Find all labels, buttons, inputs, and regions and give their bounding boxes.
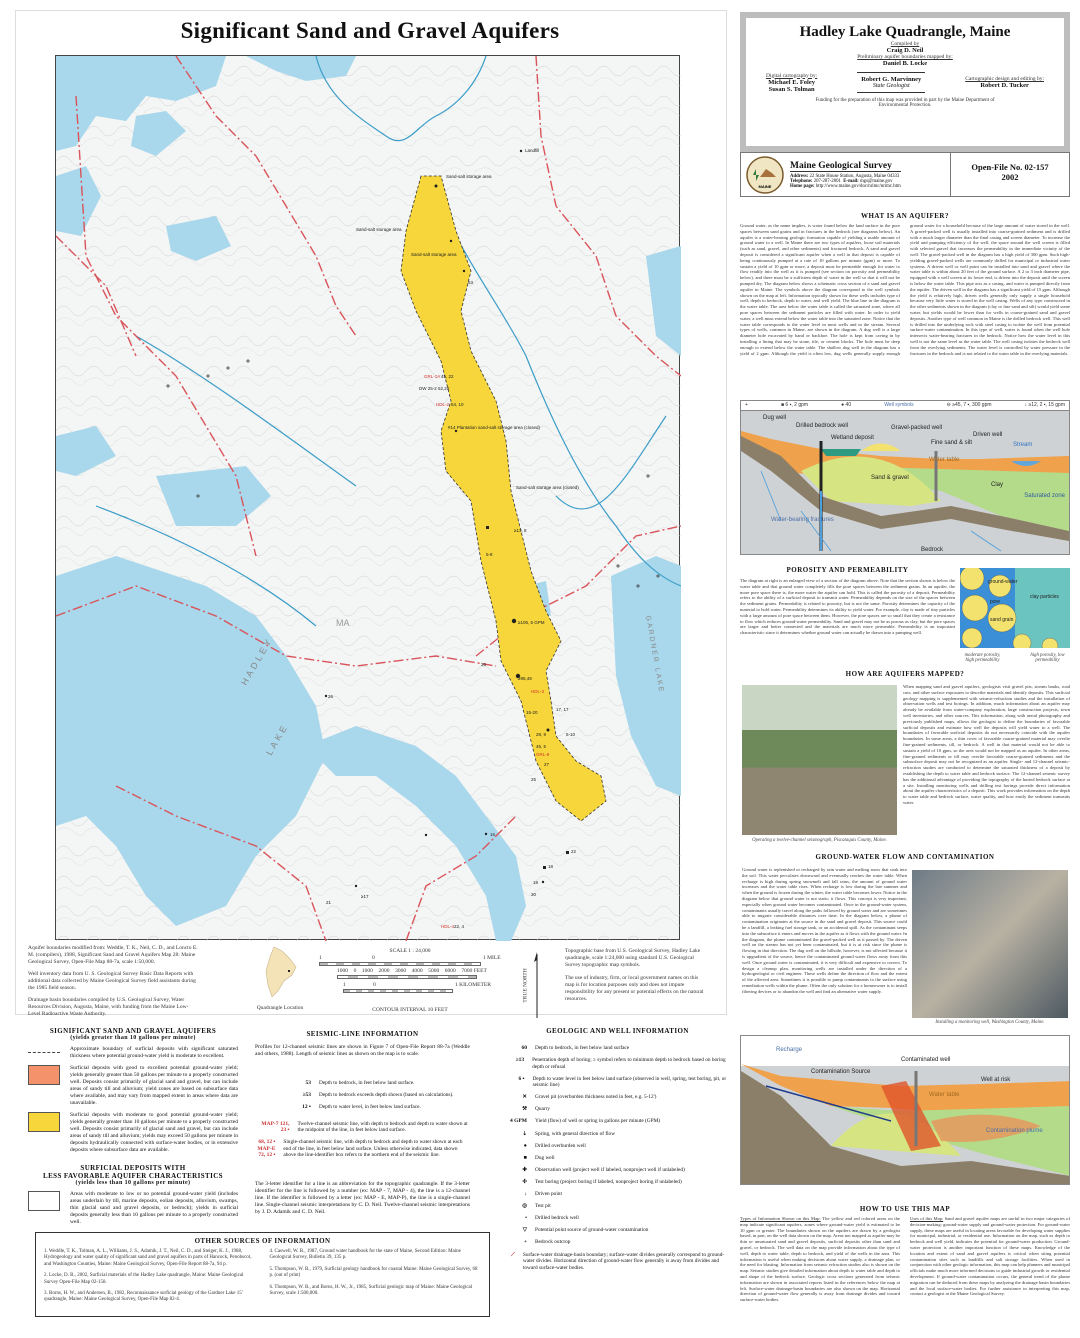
legend-symbol: ◎ bbox=[522, 1203, 527, 1210]
seal-text: MAINE bbox=[758, 183, 772, 189]
credit-name: Craig D. Neil bbox=[886, 47, 924, 54]
legend-text: Gravel pit (overburden thickness noted in feet, e.g. 5-12') bbox=[535, 1094, 657, 1101]
monitoring-well-photo bbox=[912, 870, 1068, 1018]
legend-item-good bbox=[28, 1065, 238, 1107]
place-label: GARDNER LAKE bbox=[644, 615, 665, 695]
map-label: 22, 4 bbox=[454, 924, 465, 929]
map-label: 22 bbox=[571, 849, 577, 854]
symbol: ⊖ ≥45, 7 ▪, 300 gpm bbox=[946, 402, 992, 408]
scale-bar bbox=[315, 948, 505, 1014]
topographic-notes bbox=[565, 948, 705, 1003]
contamination-diagram bbox=[740, 1035, 1070, 1185]
photo-caption: Operating a twelve-channel seismograph, Piscataquis County, Maine. bbox=[752, 838, 887, 843]
well-label: DW 25-2 52,20 bbox=[419, 386, 450, 391]
geologic-well-legend bbox=[505, 1027, 730, 1277]
map-label: Landfill bbox=[525, 148, 540, 153]
legend-symbol: ⚒ bbox=[522, 1106, 527, 1113]
reference: 6. Thompson, W. B., and Borns, H. W., Jr., 1985, Surficial geologic map of Maine: Maine Geological Survey, scale 1:500,000. bbox=[269, 1284, 473, 1297]
map-label: 17, 17 bbox=[556, 707, 569, 712]
true-north-label: TRUE NORTH bbox=[522, 968, 529, 1003]
seismic-symbol: 53 bbox=[305, 1080, 311, 1086]
legend-symbol: • bbox=[525, 1215, 527, 1222]
scale-tick: 0 bbox=[353, 968, 357, 974]
legend-text: Quarry bbox=[535, 1106, 551, 1113]
geologic-legend-item bbox=[505, 1167, 730, 1174]
legend-text: Spring, with general direction of flow bbox=[535, 1130, 616, 1137]
well-label: 54, 10 bbox=[451, 402, 464, 407]
legend-text: Driven point bbox=[535, 1191, 562, 1198]
geologic-legend-item bbox=[505, 1094, 730, 1101]
topo-base-note: Topographic base from U.S. Geological Survey, Hadley Lake quadrangle, scale 1:24,000 using standard U.S. Geological Survey topographic map symbols. bbox=[565, 948, 701, 968]
orange-swatch bbox=[28, 1065, 60, 1085]
open-file-number: Open-File No. 02-157 bbox=[971, 162, 1049, 172]
agency-name: Maine Geological Survey bbox=[790, 161, 901, 172]
sources-title: OTHER SOURCES OF INFORMATION bbox=[194, 1237, 331, 1245]
map-canvas bbox=[56, 56, 681, 941]
howto-right bbox=[910, 1216, 1070, 1297]
flow-text: Ground water is replenished or recharged by rain water and melting snow that soak into the soil. This water percolates downward and eventually reaches the water table. When recharge is high during spring snowmelt and fall rains, the amount of ground water increases and the water table rises. When recharge is low during the late summer and when the ground is frozen during the winter, the water table becomes lower. Notice in the diagram below that ground water is not static; it flows. This concept is very important, especially when ground water becomes contaminated. Once in the ground-water system, contaminants usually travel along the paths followed by ground water and are sometimes able to migrate considerable distances over time. In the diagram below, a plume of contamination originates at the source in the sand and gravel deposit. This source could be a landfill, a leaking fuel storage tank, or an accidental spill. As the contaminant seeps into the subsurface it enters and moves in the aquifer as it flows with the ground water. In the diagram, the plume contaminated the gravel-packed well as it passed by. The driven well on the stream has not yet been contaminated, but it is at risk since the plume is flowing in that direction. The dug well on the hillside, however, is not affected because it is upgradient of the source, hence the contaminated ground water flows away from this well. Once ground water is contaminated, it is very difficult and expensive to correct. To design a cleanup plan, monitoring wells are installed under the direction of a hydrogeologist or civil engineer. These wells define the direction of flow and the extent of the affected area. Sometimes it is possible to pump contaminants to the surface using remediation wells within the plume. Often the only solution for a homeowner is to install filtering devices or to abandon the well and find an alternative water supply. bbox=[742, 867, 907, 994]
legend-item-boundary bbox=[28, 1046, 238, 1060]
white-swatch bbox=[28, 1191, 60, 1211]
map-label: 18 bbox=[548, 864, 554, 869]
reference: 2. Locke, D. B., 2002, Surficial materials of the Hadley Lake quadrangle, Maine: Maine Geological Survey Open-File Map 02-158. bbox=[44, 1273, 244, 1285]
geologic-legend-item bbox=[505, 1155, 730, 1162]
section-title-mapped: HOW ARE AQUIFERS MAPPED? bbox=[845, 670, 965, 678]
geologic-legend-item bbox=[505, 1131, 730, 1138]
legend-title: SIGNIFICANT SAND AND GRAVEL AQUIFERS bbox=[49, 1027, 217, 1035]
scale-tick: 1 bbox=[319, 955, 322, 961]
map-label: 25 bbox=[531, 777, 537, 782]
mapped-text: When mapping sand and gravel aquifers, geologists visit gravel pits, stream banks, road cuts, and other surface exposures to describe materials and identify deposits. This surficial geology mapping is supplemented with seismic-refraction studies and the installation of observation wells and test borings. In addition, much information about an aquifer may already be available from water-company exploration, large construction projects, town well inventories, and other sources. This information, along with aerial photography and previously published maps, allows the geologist to define the boundaries of favorable surficial deposits and estimate how well the deposits will yield water to a well. The boundaries of favorable surficial deposits do not necessarily coincide with the aquifer boundaries. In some areas, a thin cover of favorable coarse-grained material may overlie fine-grained sediments, till, or bedrock. A well in that material would not be able to sustain a yield of 10 gpm, so the area would not be mapped as an aquifer. In other areas, fine-grained sediments or till may overlie favorable coarse-grained sediments and the subsurface deposit may not be recognized as an aquifer. Single- and 12-channel seismic-refraction studies are conducted to determine the saturated thickness of a deposit by establishing the depth to water table and bedrock surface. The 12-channel seismic survey has the additional advantage of providing the topography of the buried bedrock surface at a site. Installing monitoring wells and drilling test borings provide direct information about the aquifer characteristics of a deposit. This work provides information on the depth to water table and bedrock surface, water quality, and how easily the sediment transmits water. bbox=[903, 684, 1070, 805]
seismic-item bbox=[255, 1080, 470, 1087]
map-label: 16 bbox=[490, 832, 496, 837]
north-arrow bbox=[523, 950, 543, 1020]
map-label: 28, 9 bbox=[536, 732, 547, 737]
map-label: 30 bbox=[531, 892, 537, 897]
diagram-label: Sand & gravel bbox=[871, 475, 909, 481]
aquifer-legend bbox=[28, 1027, 238, 1226]
legend-text: Observation well (project well if labeled, nonproject well if unlabeled) bbox=[535, 1166, 685, 1173]
diagram-label: Contamination Source bbox=[811, 1069, 871, 1075]
credit-name: Susan S. Tolman bbox=[768, 85, 815, 93]
map-label: 15-20 bbox=[526, 710, 538, 715]
legend-text: Drilled overburden well bbox=[535, 1142, 586, 1149]
caption-right: high porosity, low permeability bbox=[1030, 653, 1065, 663]
contour-interval: CONTOUR INTERVAL 10 FEET bbox=[372, 1007, 448, 1013]
credit-label: Digital cartography by: bbox=[765, 72, 818, 79]
address-label: Address: bbox=[790, 173, 809, 179]
address: 22 State House Station, Augusta, Maine 04333 bbox=[809, 173, 900, 179]
seismic-symbol: ≥53 bbox=[302, 1092, 311, 1099]
legend-text: Approximate boundary of surficial deposits with significant saturated thickness where potential ground-water yield is moderate to excellent. bbox=[70, 1046, 238, 1059]
homepage-label: Home page: bbox=[790, 183, 815, 189]
diagram-label: Recharge bbox=[776, 1047, 803, 1053]
legend-text: Test pit bbox=[535, 1203, 551, 1210]
map-label: Sand-salt storage area (closed) bbox=[516, 485, 579, 490]
scale-title: SCALE 1 : 24,000 bbox=[389, 948, 431, 954]
map-label: ≥105, 5 GPM bbox=[518, 620, 545, 625]
maine-outline-icon bbox=[260, 945, 300, 1000]
place-label: MA bbox=[336, 618, 350, 628]
legend-symbol: ● bbox=[523, 1142, 527, 1149]
section-title-aquifer: WHAT IS AN AQUIFER? bbox=[860, 212, 949, 220]
agency-block bbox=[740, 152, 1070, 197]
geologic-legend-item bbox=[505, 1045, 730, 1052]
diagram-label: Water table bbox=[929, 1092, 960, 1098]
credit-label: Compiled by bbox=[890, 41, 920, 47]
reference: 3. Borns, H. W., and Andersen, B., 1982, Reconnaissance surficial geology of the Gardner Lake 15' quadrangle, Maine: Maine Geological Survey, Open-File Map 82-4. bbox=[44, 1291, 243, 1303]
quadrangle-location bbox=[240, 945, 320, 1012]
symbol: ■ 6 ▪, 2 gpm bbox=[781, 402, 809, 408]
section-title-howto: HOW TO USE THIS MAP bbox=[859, 1205, 951, 1213]
diagram-label: Gravel-packed well bbox=[891, 425, 943, 431]
seismic-text: Depth to bedrock exceeds depth shown (based on calculations). bbox=[319, 1092, 454, 1099]
legend-symbol: 60 bbox=[521, 1045, 527, 1051]
diagram-label: Contaminated well bbox=[901, 1057, 951, 1063]
legend-text: Penetration depth of boring; ≥ symbol refers to minimum depth to bedrock based on boring depth or refusal bbox=[532, 1057, 726, 1070]
scale-tick: 6000 bbox=[444, 968, 456, 974]
diagram-label: Bedrock bbox=[921, 547, 944, 553]
maine-conservation-seal-icon bbox=[744, 155, 786, 195]
map-label: #14 Plantation sand-salt storage area (closed) bbox=[448, 425, 541, 430]
map-label: 18 bbox=[533, 880, 539, 885]
legend-title: LESS FAVORABLE AQUIFER CHARACTERISTICS bbox=[43, 1172, 223, 1180]
legend-symbol: ✚ bbox=[522, 1166, 527, 1173]
seismic-line-label[interactable]: GRL-1A bbox=[424, 374, 441, 379]
cross-section-svg bbox=[741, 411, 1069, 554]
place-label: LAKE bbox=[264, 721, 291, 757]
diagram-label: Clay bbox=[991, 482, 1004, 488]
howto-left-heading: Types of Information Shown on this Map: bbox=[740, 1216, 821, 1221]
symbol: Well symbols bbox=[884, 402, 914, 408]
credit-name: Robert D. Tucker bbox=[980, 82, 1029, 89]
credit-label: Preliminary aquifer boundaries mapped by: bbox=[857, 54, 953, 60]
map-label: ≥13, 8 bbox=[514, 528, 527, 533]
porosity-section bbox=[740, 566, 955, 636]
scale-unit: 1 MILE bbox=[483, 955, 501, 961]
geologic-title: GEOLOGIC AND WELL INFORMATION bbox=[546, 1027, 689, 1035]
legend-text: Depth to water level in feet below land surface (observed in well, spring, test boring, pit, or seismic line) bbox=[532, 1075, 727, 1089]
email-link[interactable]: mgs@maine.gov bbox=[859, 178, 893, 184]
aquifer-map[interactable] bbox=[55, 55, 680, 940]
diagram-label: Dug well bbox=[763, 415, 787, 421]
legend-subtitle: (yields greater than 10 gallons per minute) bbox=[70, 1035, 196, 1041]
porosity-text: The diagram at right is an enlarged view of a section of the diagram above. Note that the section shown is below the water table and that ground water completely fills the pore spaces between the sediment grains. In an aquifer, the more pore space there is, the more water the aquifer can hold. This is called the porosity of a deposit. Permeability refers to the ability of a surficial deposit to transmit water. Permeability depends on the size of the spaces between the sediment grains. Permeability is related to porosity, but is not the same. Porosity determines the capacity of the material to hold water. Permeability determines its ability to yield water. For example, clay is made of tiny particles with a large amount of pore space between them. However, the pore spaces are so small that they create a resistance to flow which reduces ground-water permeability. Sand and gravel may not be as porous as clay, but the pore spaces are larger and better connected and the materials are much more permeable. Permeability is an important characteristic since it determines whether ground water can actually be drawn into a pumping well. bbox=[740, 578, 955, 636]
legend-symbol: 6 ▪ bbox=[518, 1075, 525, 1082]
seismic-text: Twelve-channel seismic line, with depth to bedrock and depth to water shown at the midpoint of the line, in feet below land surface. bbox=[297, 1120, 468, 1134]
diagram-label: pore bbox=[990, 599, 1001, 605]
seismic-line-label[interactable]: HDL-3 bbox=[531, 689, 545, 694]
map-label: 5-8 bbox=[486, 552, 493, 557]
legend-symbol: ≥13 bbox=[515, 1057, 525, 1064]
scale-tick: 2000 bbox=[378, 968, 390, 974]
scale-tick: 0 bbox=[373, 982, 376, 988]
aquifer-text: Ground water, as the name implies, is water found below the land surface in the pore spaces between sand grains and in fractures in the bedrock (see diagrams below). An aquifer is a water-bearing geologic formation capable of yielding a usable amount of ground water to a well. In Maine there are two types of aquifers, loose soil materials (such as sand, gravel, and other sediments) and fractured bedrock. A sand and gravel deposit is considered a significant aquifer when a well in that deposit is capable of being continuously pumped at a rate of 10 gallons per minute (gpm) or more. To sustain a yield of 10 gpm or more, a deposit must be permeable enough for water to flow readily into the well as it is pumped (see section on porosity and permeability below), and there must be a sufficient depth of water in the well so that it will not be pumped dry. The diagram below shows a schematic cross section of a sand and gravel aquifer in Maine. The symbols above the diagram correspond to the well symbols shown on the map at left. Information typically shown for these wells includes type of well, depth to bedrock, depth to water, and well yield. The blue line in the diagram is the water table. The area below the water table is called the saturated zone, where all pore spaces between the sediment particles are filled with water. In order to yield water, a well must extend below the water table into the saturated zone. Notice that the water table corresponds to the water level in most wells and in the stream. Several types of wells, common in Maine, are shown in the diagram. A dug well is a large diameter hole excavated by hand or backhoe. The hole is kept from caving in by installing a lining that may be stone, tile, or cement blocks. The hole must be deep enough to extend below the water table. The shallow dug well in the diagram has a yield of 2 gpm. Although the yield is often low, dug wells generally supply enough ground water for a household because of the large amount of water stored in the well. A gravel-packed well is usually installed into coarse-grained sediment and is drilled with a much larger diameter than the final casing and screen diameter. To increase the yield and pumping efficiency of the well, the space around the well screen is filled with selected gravel that increases the permeability in the immediate vicinity of the well. The gravel-packed well in the diagram has a high yield of 300 gpm. Such high-yielding gravel-packed wells are commonly drilled for municipal or industrial water systems. A driven well or well point can be installed into sand and gravel where the water table is within about 20 feet of the ground surface. A 2 to 3 inch diameter pipe, equipped with a well screen at its lower end, is driven into the deposit until the screen is below the water table. This pipe acts as a casing, and water is pumped directly from the aquifer. The driven well in the diagram has a significant yield of 15 gpm. Although the yield is relatively high, driven wells generally only supply a single household because very little water is stored in the well casing. Wells of any type constructed in the other sediments shown in the diagram (clay or fine sand and silt) would yield some water, but yields would be lower than for wells in coarse-grained sand and gravel deposits. Another type of well common in Maine is the drilled bedrock well. This well is drilled into the underlying rock with steel casing to isolate the well from potential surface-water contamination. In this type of well, water is found when the well hole intersects water-bearing fractures in the bedrock. Notice how the water level in this well is not the same level as the water table. The well casing isolates the bedrock well from the overlying sediments. The water level is controlled by water pressure in the fractures in the bedrock and is not related to the water table in the overlying materials. bbox=[740, 223, 1070, 356]
contamination-svg bbox=[741, 1036, 1070, 1185]
diagram-label: sand grain bbox=[990, 617, 1014, 623]
place-label: HADLEY bbox=[239, 635, 275, 687]
diagram-label: clay particles bbox=[1030, 594, 1059, 600]
phone-label: Telephone: bbox=[790, 178, 813, 184]
location-caption: Quadrangle Location bbox=[256, 1005, 304, 1011]
seismic-outro: The 3-letter identifier for a line is an abbreviation for the topographic quadrangle. If the 3-letter identifier for the line is followed by a number (ex: MAP - 7, MAP - 4), the line is a 12-channel line. If the identifier is followed by a letter (ex: MAP - E, MAP-P), the line is a single-channel line. Single-channel seismic interpretations by C. D. Neil. Twelve-channel seismic interpretations by J. D. Adamik and C. D. Neil. bbox=[255, 1180, 470, 1215]
geologic-legend-item bbox=[505, 1179, 730, 1186]
legend-title: SURFICIAL DEPOSITS WITH bbox=[80, 1164, 186, 1172]
legend-symbol: 4 GPM bbox=[510, 1118, 527, 1125]
seismic-line-label[interactable]: GRL-8 bbox=[536, 752, 550, 757]
seismic-legend bbox=[255, 1030, 470, 1216]
map-label: 26 bbox=[328, 694, 334, 699]
legend-text: Potential point source of ground-water contamination bbox=[535, 1227, 649, 1234]
legend-text: Surficial deposits with moderate to good potential ground-water yield; yields generally greater than 10 gallons per minute to a properly constructed well. Deposits consist primarily of glacial sand and gravel, but can include areas of sandy till and alluvium; yields may exceed 50 gallons per minute in deposits hydraulically connected with surface-water bodies, or in extensive deposits where subsurface data are available. bbox=[70, 1112, 238, 1153]
map-source-notes bbox=[28, 945, 198, 1023]
legend-symbol: ⟋ bbox=[511, 1251, 515, 1258]
scale-tick: 1000 bbox=[337, 968, 348, 974]
publication-year: 2002 bbox=[1001, 172, 1019, 182]
diagram-label: Stream bbox=[1013, 442, 1033, 448]
scale-unit: 1 KILOMETER bbox=[455, 982, 491, 988]
map-label: ≥95,49 bbox=[518, 676, 532, 681]
well-symbols-row bbox=[741, 401, 1069, 411]
howto-right-text: Sand and gravel aquifer maps are useful in two major categories of decision-making: ground-water supply and ground-water protection. For ground-water supply, these maps are useful in locating areas favorable for developing water supplies for municipal, industrial, or residential use. Information on the map, such as depth to bedrock and well yield, indicates the potential for ground-water production. Ground-water protection is another important function of these maps. Knowledge of the location and extent of sand and gravel aquifers is critical when siting potential contamination sites such as landfills and salt storage facilities. When used in conjunction with other geologic information, this map can help planners and municipal officials make much more informed decisions to guide industrial growth or residential development. If ground-water contamination occurs, the general trend of the plume migration can be deduced from these maps by analyzing the drainage basin boundaries and the local surface-water bodies. For further assistance in interpreting this map, contact a geologist at the Maine Geological Survey. bbox=[910, 1216, 1071, 1297]
map-label: 21 bbox=[326, 900, 332, 905]
legend-symbol: + bbox=[523, 1239, 527, 1246]
map-label: ≥17 bbox=[361, 894, 369, 899]
diagram-label: Water table bbox=[929, 457, 960, 463]
geologic-legend-item bbox=[505, 1191, 730, 1198]
diagram-label: ground-water bbox=[988, 579, 1018, 585]
map-label: 5-10 bbox=[566, 732, 576, 737]
howto-left bbox=[740, 1216, 900, 1303]
legend-text: Drilled bedrock well bbox=[535, 1215, 579, 1222]
diagram-label: Fine sand & silt bbox=[931, 440, 973, 446]
seismic-symbol: 68, 12 ▪ MAP-E 72, 12 ▪ bbox=[257, 1139, 276, 1159]
map-title: Significant Sand and Gravel Aquifers bbox=[180, 18, 560, 43]
howto-right-heading: Uses of this Map: bbox=[910, 1216, 944, 1221]
legend-subtitle: (yields less than 10 gallons per minute) bbox=[75, 1180, 191, 1186]
reference: 5. Thompson, W. B., 1979, Surficial geology handbook for coastal Maine: Maine Geological Survey, 68 p. (out of print) bbox=[269, 1266, 478, 1279]
quadrangle-title: Hadley Lake Quadrangle, Maine bbox=[799, 24, 1011, 40]
legend-symbol: ■ bbox=[523, 1154, 527, 1161]
legend-text: Areas with moderate to low or no potential ground-water yield (includes areas underlain by till, marine deposits, eolian deposits, alluvium, swamps, thin glacial sand and gravel deposits, or bedrock); yields in surficial deposits generally less than 10 gallons per minute to a properly constructed well. bbox=[70, 1191, 238, 1225]
symbol: ● 40 bbox=[841, 402, 852, 408]
credit-title: State Geologist bbox=[872, 83, 910, 89]
seismic-item bbox=[255, 1104, 470, 1111]
phone: 207-287-2801 bbox=[813, 178, 841, 184]
seismic-text: Depth to water level, in feet below land surface. bbox=[319, 1104, 421, 1111]
map-label: Sand-salt storage area bbox=[356, 227, 402, 232]
diagram-label: Driven well bbox=[973, 432, 1003, 438]
section-title-porosity: POROSITY AND PERMEABILITY bbox=[786, 566, 909, 574]
disclaimer-note: The use of industry, firm, or local government names on this map is for location purposes only and does not impute responsibility for any present or potential effects on the natural resources. bbox=[565, 975, 704, 1002]
note-aquifer-boundaries: Aquifer boundaries modified from: Weddle, T. K., Neil, C. D., and Loncto E. M. (compilers), 1988, Significant Sand and Gravel Aquifers Map 28: Maine Geological Survey, Open-File Map 88-7a, scale 1:50,000. bbox=[28, 945, 198, 965]
legend-text: Depth to bedrock, in feet below land surface bbox=[535, 1045, 630, 1051]
map-label: Sand-salt storage area bbox=[411, 252, 457, 257]
geologic-legend-item bbox=[505, 1215, 730, 1222]
scale-tick: 5000 bbox=[428, 968, 440, 974]
dashed-boundary-swatch bbox=[28, 1052, 60, 1060]
legend-symbol: ✕ bbox=[522, 1094, 527, 1101]
geologic-legend-item bbox=[505, 1143, 730, 1150]
legend-item-less bbox=[28, 1191, 238, 1226]
diagram-label: Water-bearing fractures bbox=[771, 517, 834, 523]
seismic-line-label[interactable]: HDL-2 bbox=[436, 402, 450, 407]
map-label: 27 bbox=[544, 762, 550, 767]
seismic-item bbox=[255, 1121, 470, 1134]
map-label: 53 bbox=[468, 280, 474, 285]
diagram-label: Drilled bedrock well bbox=[796, 423, 849, 429]
map-label: 45, 5 bbox=[536, 744, 547, 749]
legend-symbol: ↓ bbox=[524, 1191, 527, 1198]
geologic-legend-item bbox=[505, 1239, 730, 1246]
geologic-legend-item bbox=[505, 1227, 730, 1234]
credit-label: Cartographic design and editing by: bbox=[965, 76, 1045, 82]
symbol: ↓ ≥12, 2 ▪, 15 gpm bbox=[1024, 402, 1065, 408]
seismic-text: Single-channel seismic line, with depth to bedrock and depth to water shown at each end of the line, in feet below land surface. Unless otherwise indicated, data shown above the line-identifier box refers to the northern end of the seismic line. bbox=[283, 1139, 463, 1159]
map-label: 26 bbox=[481, 662, 487, 667]
reference: 4. Caswell, W. B., 1987, Ground water handbook for the state of Maine, Second Edition: Maine Geological Survey, Bulletin 39, 135 p. bbox=[269, 1249, 461, 1261]
diagram-label: Contamination plume bbox=[986, 1128, 1043, 1134]
map-label: Sand-salt storage area bbox=[446, 174, 492, 179]
seismic-symbol: MAP-7 121, 23 ▪ bbox=[261, 1120, 290, 1134]
geologic-legend-item bbox=[505, 1252, 730, 1272]
note-well-inventory: Well inventory data from U. S. Geological Survey Basic Data Reports with additional data collected by Maine Geological Survey field assistants during the 1985 field season. bbox=[28, 971, 196, 991]
legend-text: Dug well bbox=[535, 1154, 555, 1161]
diagram-label: Wetland deposit bbox=[831, 435, 874, 441]
legend-text: Surface-water drainage-basin boundary; surface-water divides generally correspond to ground-water divides. Horizontal direction of ground-water flow generally is away from divides and toward surface-water bodies. bbox=[522, 1251, 725, 1271]
seismic-item bbox=[255, 1092, 470, 1099]
diagram-label-saturated-zone: Saturated zone bbox=[1024, 493, 1065, 499]
legend-symbol: ▽ bbox=[522, 1227, 527, 1234]
scale-tick: 1 bbox=[343, 982, 346, 988]
caption-left: moderate porosity, high permeability bbox=[964, 653, 1001, 663]
geologic-legend-item bbox=[505, 1203, 730, 1210]
grain-diagram-svg bbox=[960, 568, 1070, 648]
howto-left-text: The yellow and red colored areas on the map indicate significant aquifers, zones where ground-water yield is estimated to be 10 gpm or greater. The boundaries shown on the aquifers are drawn by a geologist based, in part, on the well data shown on the map. Areas not mapped as aquifer may be thin or unsaturated sand and gravel deposits, surficial deposits other than sand and gravel, or bedrock. The well data on the map provide information about the type of well, depth to water table, depth to bedrock, and yield of the wells in the area. This information is useful when making decisions about water supply, a drainage plan, or the need for blasting. Information from seismic refraction studies also is shown on the map. Seismic studies give detailed information about depth to water table and depth to and shape of the bedrock surface. Geologic cross sections generated from seismic information are shown in associated reports listed in the references below the map at left. Surface-water drainage-basin boundaries are also shown on the map. Horizontal direction of ground-water flow generally is away from drainage divides and toward surface-water bodies. bbox=[740, 1216, 900, 1303]
yellow-swatch bbox=[28, 1112, 60, 1132]
well-label: 45, 22 bbox=[441, 374, 454, 379]
porosity-diagram bbox=[960, 568, 1070, 663]
legend-item-moderate bbox=[28, 1112, 238, 1154]
credit-name: Robert G. Marvinney bbox=[861, 76, 922, 83]
title-block bbox=[740, 12, 1070, 152]
section-title-flow: GROUND-WATER FLOW AND CONTAMINATION bbox=[815, 853, 995, 861]
scale-tick: 7000 FEET bbox=[461, 968, 487, 974]
geologic-legend-item bbox=[505, 1057, 730, 1070]
aquifer-cross-section-diagram bbox=[740, 400, 1070, 555]
scale-tick: 0 bbox=[372, 955, 375, 961]
seismic-item bbox=[255, 1139, 470, 1159]
legend-text: Bedrock outcrop bbox=[535, 1239, 571, 1246]
funding-note: Funding for the preparation of this map was provided in part by the Maine Department of Environmental Protection. bbox=[815, 98, 995, 108]
diagram-label: Well at risk bbox=[981, 1077, 1011, 1083]
email-label: E-mail: bbox=[843, 178, 859, 184]
homepage-link[interactable]: http://www.maine.gov/doc/nrimc/nrimc.htm bbox=[815, 183, 901, 189]
photo-caption: Installing a monitoring well, Washington County, Maine. bbox=[935, 1020, 1045, 1025]
symbol: + bbox=[745, 402, 748, 408]
seismic-intro: Profiles for 12-channel seismic lines are shown in Figure 7 of Open-File Report 88-7a (Weddle and others, 1988). Length of seismic lines as shown on the map is to scale. bbox=[255, 1044, 470, 1057]
geologic-legend-item bbox=[505, 1106, 730, 1113]
seismic-line-label[interactable]: HDL-4 bbox=[441, 924, 455, 929]
legend-symbol: ⇣ bbox=[522, 1130, 527, 1137]
geologic-items bbox=[505, 1045, 730, 1271]
seismic-symbol: 12 ▪ bbox=[302, 1104, 311, 1111]
geologic-legend-item bbox=[505, 1118, 730, 1125]
geologic-legend-item bbox=[505, 1076, 730, 1089]
seismic-title: SEISMIC-LINE INFORMATION bbox=[306, 1030, 419, 1038]
credit-name: Daniel B. Locke bbox=[882, 60, 928, 67]
note-drainage-basin: Drainage basin boundaries compiled by U.S. Geological Survey, Water Resources Division, Augusta, Maine, with funding from the Maine Low-Level Radioactive Waste Authority. bbox=[28, 997, 189, 1017]
scale-tick: 4000 bbox=[411, 968, 423, 974]
seismic-text: Depth to bedrock, in feet below land surface. bbox=[319, 1080, 415, 1086]
legend-text: Surficial deposits with good to excellent potential ground-water yield; yields generally greater than 50 gallons per minute to a properly constructed well. Deposits consist primarily of glacial sand and gravel, but can include areas of sandy till and alluvium; yield zones are based on subsurface data where available, and may vary from mapped extent in areas where data are unavailable. bbox=[70, 1065, 238, 1106]
scale-tick: 3000 bbox=[395, 968, 407, 974]
scale-bars bbox=[315, 955, 505, 1007]
reference: 1. Weddle, T. K., Tolman, A. L., Williams, J. S., Adamik, J. T., Neil, C. D., and Steiger, K. J., 1988, Hydrogeology and water quality of significant sand and gravel aquifers in parts of Hancock, Penobscot, and Washington Counties, Maine: Maine Geological Survey, Open-File Report 88-7a, 94 p. bbox=[44, 1249, 252, 1267]
legend-text: Yield (flow) of well or spring in gallons per minute (GPM) bbox=[535, 1118, 661, 1125]
credit-name: Michael E. Foley bbox=[768, 78, 815, 86]
legend-symbol: ✣ bbox=[522, 1178, 527, 1185]
scale-tick: 1000 bbox=[361, 968, 373, 974]
other-sources-box bbox=[35, 1232, 490, 1317]
legend-text: Test boring (project boring if labeled, nonproject boring if unlabeled) bbox=[535, 1178, 682, 1185]
seismograph-photo bbox=[742, 685, 897, 835]
